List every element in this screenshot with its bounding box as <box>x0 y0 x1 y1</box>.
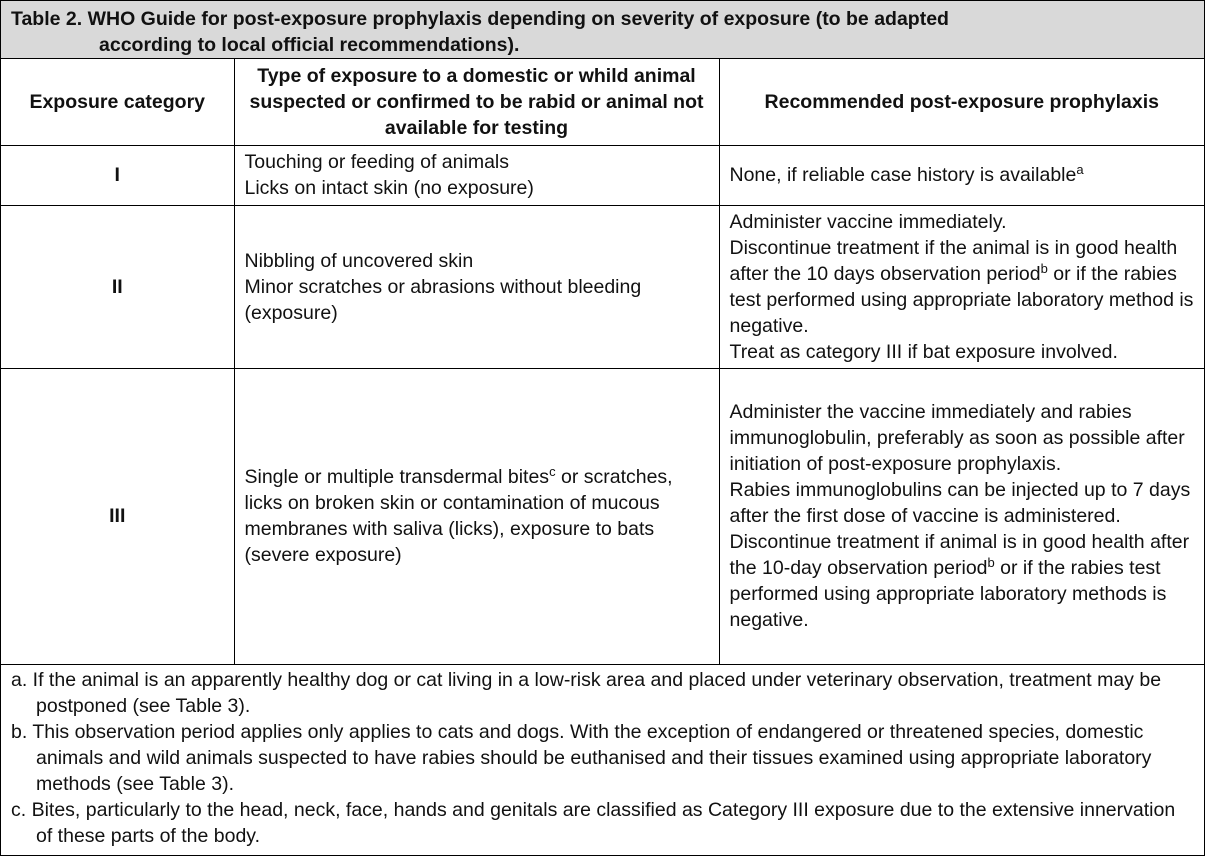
prophylaxis-paragraph <box>730 529 1197 633</box>
exposure-text: or scratches, licks on broken skin or contamination of mucous membranes with saliva (licks), exposure to bats (severe exposure) <box>244 466 673 566</box>
prophylaxis-text: Administer the vaccine immediately and rabies immunoglobulin, preferably as soon as possible after initiation of post-exposure prophylaxis. <box>729 401 1185 475</box>
prophylaxis-text: Rabies immunoglobulins can be injected up to 7 days after the first dose of vaccine is administered. <box>729 479 1191 527</box>
who-prophylaxis-table <box>1 59 1204 665</box>
prophylaxis-text: Administer vaccine immediately. <box>729 210 1007 233</box>
footnote-ref-b: b <box>1040 260 1048 276</box>
caption-line-1: Table 2. WHO Guide for post-exposure prophylaxis depending on severity of exposure (to be adapted <box>11 8 949 30</box>
table-header-row <box>1 59 1204 145</box>
prophylaxis-cell <box>719 205 1204 368</box>
prophylaxis-cell <box>719 145 1204 205</box>
prophylaxis-text: Discontinue treatment if the animal is in good health after the 10 days observation period <box>729 236 1178 285</box>
prophylaxis-text: or if the rabies test performed using appropriate laboratory methods is negative. <box>729 557 1167 631</box>
exposure-line: Touching or feeding of animals <box>244 151 509 173</box>
footnotes <box>1 665 1204 849</box>
table-caption <box>1 1 1204 59</box>
prophylaxis-cell <box>719 368 1204 664</box>
category-cell: II <box>1 205 234 368</box>
prophylaxis-text: Discontinue treatment if animal is in good health after the 10-day observation period <box>729 531 1190 579</box>
prophylaxis-paragraph <box>730 235 1197 339</box>
prophylaxis-text: Treat as category III if bat exposure involved. <box>729 340 1118 363</box>
footnote-c: c. Bites, particularly to the head, neck, face, hands and genitals are classified as Category III exposure due to the extensive innervation of these parts of the body. <box>11 798 1176 847</box>
exposure-line: Licks on intact skin (no exposure) <box>244 177 534 199</box>
exposure-cell <box>234 205 719 368</box>
header-type-of-exposure: Type of exposure to a domestic or whild animal suspected or confirmed to be rabid or animal not available for testing <box>234 59 719 145</box>
category-cell: III <box>1 368 234 664</box>
exposure-cell <box>234 145 719 205</box>
category-cell: I <box>1 145 234 205</box>
exposure-line: Minor scratches or abrasions without bleeding (exposure) <box>244 275 642 324</box>
footnote-ref-a: a <box>1076 162 1084 177</box>
prophylaxis-text: None, if reliable case history is available <box>729 164 1077 186</box>
header-recommended-prophylaxis: Recommended post-exposure prophylaxis <box>719 59 1204 145</box>
exposure-text: Single or multiple transdermal bites <box>244 466 550 488</box>
header-exposure-category: Exposure category <box>1 59 234 145</box>
caption-line-2: according to local official recommendations). <box>99 34 520 56</box>
footnote-ref-b: b <box>987 555 995 570</box>
exposure-line: Nibbling of uncovered skin <box>244 249 474 272</box>
footnote-b: b. This observation period applies only applies to cats and dogs. With the exception of endangered or threatened species, domestic animals and wild animals suspected to have rabies should be euthanised and their tissues examined using appropriate laboratory methods (see Table 3). <box>11 720 1152 795</box>
prophylaxis-text: or if the rabies test performed using appropriate laboratory method is negative. <box>729 262 1194 337</box>
table-row-category-3 <box>1 368 1204 664</box>
table-row-category-2 <box>1 205 1204 368</box>
footnote-a: a. If the animal is an apparently healthy dog or cat living in a low-risk area and placed under veterinary observation, treatment may be postponed (see Table 3). <box>11 668 1162 717</box>
footnote-ref-c: c <box>549 464 556 479</box>
table-row-category-1 <box>1 145 1204 205</box>
exposure-cell <box>234 368 719 664</box>
